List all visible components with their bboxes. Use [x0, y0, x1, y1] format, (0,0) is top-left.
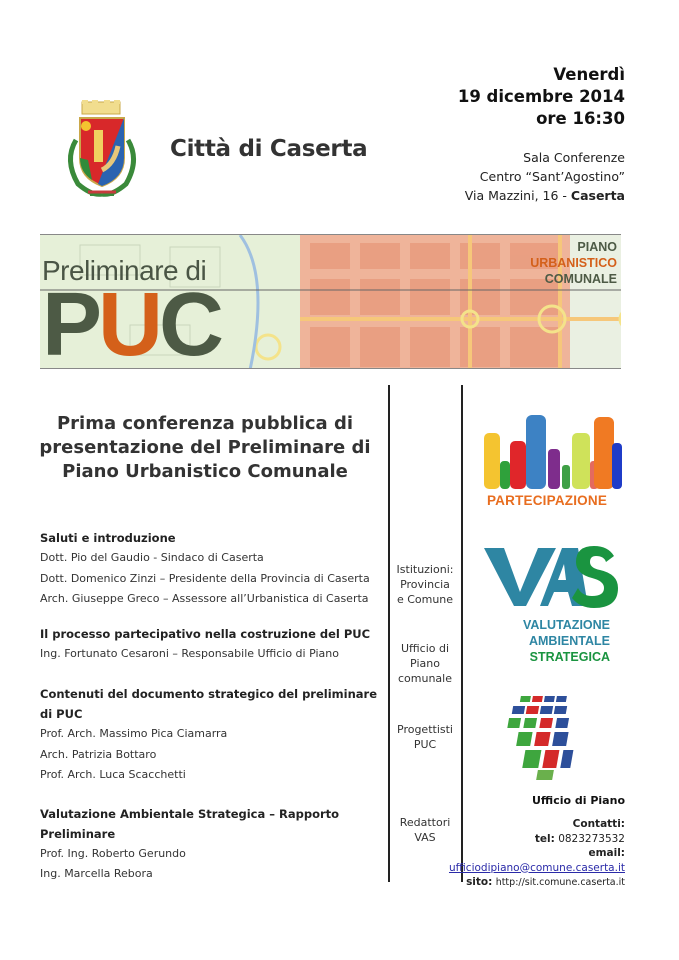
banner-piano: PIANO [577, 240, 617, 254]
event-datetime [458, 64, 625, 130]
coat-of-arms-icon [58, 100, 146, 200]
contacts-title: Contatti: [572, 818, 625, 830]
title-line-3: Piano Urbanistico Comunale [62, 461, 348, 482]
program-section-saluti [40, 528, 385, 610]
side-label-line: e Comune [396, 593, 454, 606]
title-line-2: presentazione del Preliminare di [39, 437, 371, 458]
column-divider-right [461, 385, 463, 882]
banner-piano-urbanistico-comunale [530, 239, 617, 287]
side-label-line: Provincia [400, 578, 450, 591]
section-title: Saluti e introduzione [40, 531, 176, 545]
speaker: Prof. Arch. Luca Scacchetti [40, 768, 186, 781]
vas-ambientale: AMBIENTALE [528, 634, 610, 648]
program-list [40, 528, 385, 899]
ufficio-di-piano-logo [500, 690, 595, 782]
email-label: email: [588, 847, 625, 859]
contacts-block [449, 817, 625, 891]
contacts-tel [449, 832, 625, 847]
city-title: Città di Caserta [170, 136, 368, 162]
ufficio-di-piano-label: Ufficio di Piano [532, 794, 625, 807]
puc-letter-u: U [98, 275, 160, 369]
speaker: Ing. Marcella Rebora [40, 867, 153, 880]
venue-address: Via Mazzini, 16 - [464, 188, 571, 203]
vas-strategica: STRATEGICA [529, 650, 610, 664]
grid-wave-icon [500, 690, 595, 782]
section-title: Contenuti del documento strategico del preliminare di PUC [40, 687, 377, 721]
speaker: Ing. Fortunato Cesaroni – Responsabile Ufficio di Piano [40, 646, 339, 660]
raised-hands-icon [472, 405, 622, 495]
email-link[interactable]: ufficiodipiano@comune.caserta.it [448, 861, 625, 874]
venue-line-1: Sala Conferenze [523, 150, 625, 165]
speaker: Dott. Domenico Zinzi – Presidente della Provincia di Caserta [40, 571, 370, 585]
conference-title [30, 412, 380, 484]
city-crest-logo [58, 100, 146, 200]
side-label-line: Piano [410, 657, 440, 670]
venue-city: Caserta [570, 188, 625, 203]
banner-urbanistico: URBANISTICO [530, 256, 617, 270]
program-section-contenuti [40, 684, 385, 786]
vas-caption [470, 617, 610, 665]
side-label-line: Progettisti [397, 723, 453, 736]
speaker: Arch. Giuseppe Greco – Assessore all’Urbanistica di Caserta [40, 592, 369, 605]
side-label-progettisti [390, 722, 460, 752]
title-line-1: Prima conferenza pubblica di [56, 413, 354, 434]
section-title: Valutazione Ambientale Strategica – Rapporto Preliminare [40, 806, 340, 841]
banner-comunale: COMUNALE [544, 272, 617, 286]
vas-valutazione: VALUTAZIONE [522, 618, 610, 632]
contacts-site [449, 875, 625, 891]
venue-line-3 [465, 186, 625, 205]
side-label-line: Redattori [399, 816, 451, 829]
tel-value: 0823273532 [558, 832, 625, 845]
event-venue [465, 148, 625, 205]
venue-line-2: Centro “Sant’Agostino” [479, 169, 625, 184]
program-section-vas [40, 804, 385, 885]
event-date: 19 dicembre 2014 [457, 87, 625, 106]
preliminare-puc-banner [40, 234, 621, 369]
event-time: ore 16:30 [536, 109, 625, 128]
banner-puc-wordmark [42, 275, 221, 369]
tel-label: tel: [534, 832, 555, 845]
banner-preliminare-text: Preliminare di [42, 255, 207, 286]
side-label-line: comunale [397, 672, 452, 685]
side-label-ufficio [390, 641, 460, 686]
side-label-line: PUC [413, 738, 437, 751]
speaker: Prof. Arch. Massimo Pica Ciamarra [40, 727, 228, 740]
puc-letter-c: C [159, 275, 221, 369]
speaker: Arch. Patrizia Bottaro [40, 747, 157, 761]
side-label-line: Ufficio di [400, 642, 450, 655]
event-day: Venerdì [553, 65, 625, 84]
site-label: sito: [466, 876, 493, 888]
puc-letter-p: P [42, 275, 99, 369]
vas-wordmark-icon [480, 540, 620, 610]
site-link[interactable]: http://sit.comune.caserta.it [495, 877, 625, 888]
side-label-istituzioni [390, 562, 460, 607]
program-section-processo [40, 624, 385, 665]
side-label-line: Istituzioni: [396, 563, 454, 576]
side-label-line: VAS [414, 831, 436, 844]
speaker: Dott. Pio del Gaudio - Sindaco di Caserta [40, 551, 264, 564]
partecipazione-label: PARTECIPAZIONE [486, 493, 608, 508]
vas-logo [480, 540, 620, 610]
speaker: Prof. Ing. Roberto Gerundo [40, 846, 186, 860]
section-title: Il processo partecipativo nella costruzione del PUC [40, 626, 371, 641]
column-divider-left [388, 385, 390, 882]
